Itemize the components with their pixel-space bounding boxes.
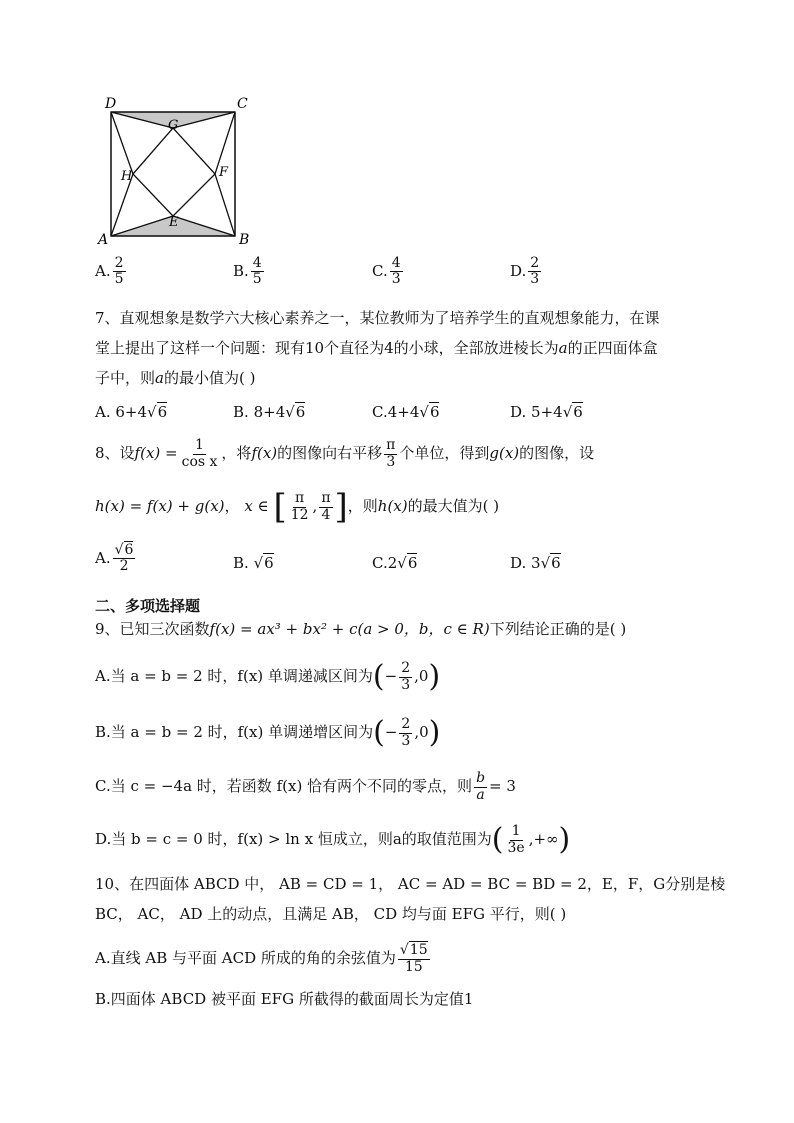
q9-text: 下列结论正确的是( )	[489, 620, 627, 638]
fraction	[398, 943, 430, 975]
q10-line-1	[95, 869, 725, 899]
fraction	[319, 491, 332, 523]
q8-line-2	[95, 486, 499, 526]
q10-text: 10、在四面体 ABCD 中， AB = CD = 1， AC = AD = BC = BD = 2，E，F，G分别是棱	[95, 875, 726, 893]
fraction	[390, 256, 403, 288]
option-prefix: B.	[233, 403, 249, 421]
fraction	[113, 256, 126, 288]
option-prefix: C.	[372, 403, 388, 421]
q7-text: 子中，则	[95, 369, 156, 387]
q7-option-a[interactable]: A. 6+4√6	[95, 403, 168, 421]
denominator: cos x	[181, 453, 218, 470]
denominator: 12	[290, 506, 309, 523]
q7-line-2	[95, 333, 658, 363]
q8-text: 个单位，得到	[399, 444, 490, 462]
q7-option-b[interactable]: B. 8+4√6	[233, 403, 306, 421]
interval-end: ,0	[414, 667, 429, 685]
q8-text: 的最大值为( )	[407, 497, 500, 515]
q7-line-1	[95, 303, 660, 333]
right-paren: )	[428, 715, 441, 750]
function-h: h(x)	[377, 497, 408, 515]
q8-text: ，将	[221, 444, 252, 462]
q6-option-d[interactable]	[510, 256, 543, 288]
q10-line-2	[95, 899, 566, 929]
q9-text: 9、已知三次函数	[95, 620, 210, 638]
fraction	[113, 543, 136, 575]
q7-text: 的正四面体盒	[567, 339, 658, 357]
comma: ,	[312, 497, 318, 515]
left-paren: (	[372, 659, 385, 694]
fraction	[399, 661, 412, 693]
denominator: 15	[404, 958, 423, 975]
q8-option-d[interactable]: D. 3√6	[510, 554, 561, 572]
equation-end: = 3	[489, 777, 516, 795]
q7-text: 的最小值为( )	[163, 369, 256, 387]
numerator: 2	[114, 255, 124, 271]
q9-stem	[95, 614, 626, 644]
denominator: 3	[391, 271, 401, 288]
denominator: 3	[401, 732, 411, 749]
label-B: B	[239, 232, 250, 248]
coefficient: 2	[387, 554, 398, 572]
left-bracket: [	[273, 487, 287, 527]
q8-option-c[interactable]: C.2√6	[372, 554, 418, 572]
option-text: B.当 a = b = 2 时，f(x) 单调递增区间为	[95, 723, 374, 741]
label-A: A	[98, 232, 109, 248]
denominator: 3e	[507, 839, 525, 856]
label-G: G	[168, 118, 179, 133]
numerator: π	[295, 490, 305, 507]
radicand: 6	[551, 554, 561, 572]
numerator: √15	[399, 942, 428, 959]
label-H: H	[121, 169, 133, 184]
numerator: √6	[114, 542, 134, 558]
numerator: 2	[530, 255, 540, 271]
numerator: b	[476, 770, 486, 787]
numerator: 4	[391, 255, 401, 271]
label-E: E	[169, 215, 179, 230]
option-prefix: A.	[95, 548, 111, 567]
square-figure	[95, 92, 265, 250]
fraction	[180, 438, 220, 470]
option-prefix: D.	[510, 261, 527, 280]
fraction	[528, 256, 541, 288]
numerator: 1	[511, 823, 521, 840]
numerator: 4	[252, 255, 262, 271]
function-g: g(x)	[489, 444, 520, 462]
option-text: B.四面体 ABCD 被平面 EFG 所截得的截面周长为定值1	[95, 990, 474, 1008]
right-paren: )	[428, 659, 441, 694]
interval-end: ,+∞	[528, 830, 559, 848]
radicand: 6	[407, 554, 418, 572]
q7-text: 7、直观想象是数学六大核心素养之一，某位教师为了培养学生的直观想象能力，在课	[95, 309, 660, 327]
q9-option-b[interactable]	[95, 713, 440, 751]
right-bracket: ]	[334, 487, 348, 527]
q9-option-d[interactable]	[95, 820, 570, 858]
minus-sign: −	[384, 723, 398, 741]
function-f: f(x)	[251, 444, 278, 462]
option-prefix: A.	[95, 403, 111, 421]
option-value: 5+4	[531, 403, 563, 421]
denominator: 5	[114, 271, 124, 288]
fraction	[384, 438, 397, 470]
fraction	[251, 256, 264, 288]
option-text: C.当 c = −4a 时，若函数 f(x) 恰有两个不同的零点，则	[95, 777, 473, 795]
left-paren: (	[373, 715, 385, 750]
right-paren: )	[558, 822, 571, 857]
minus-sign: −	[384, 667, 398, 685]
q7-text: 堂上提出了这样一个问题：现有10个直径为4的小球，全部放进棱长为	[95, 339, 559, 357]
q8-option-b[interactable]: B. √6	[233, 554, 274, 572]
radicand: 6	[124, 542, 134, 558]
option-value: 4+4	[387, 403, 420, 421]
q10-text: BC， AC， AD 上的动点，且满足 AB， CD 均与面 EFG 平行，则( )	[95, 905, 567, 923]
label-D: D	[105, 96, 117, 112]
radicand: 6	[157, 403, 168, 421]
label-F: F	[219, 165, 229, 180]
q8-text: 的图像，设	[519, 444, 595, 462]
numerator: π	[321, 490, 331, 507]
q9-option-c[interactable]	[95, 767, 516, 805]
q7-option-c[interactable]: C.4+4√6	[372, 403, 440, 421]
q8-text: ，则	[347, 497, 378, 515]
separator: ，	[224, 497, 240, 515]
option-prefix: C.	[372, 261, 388, 280]
denominator: 5	[252, 271, 262, 288]
variable-a: a	[155, 369, 164, 387]
q10-option-b[interactable]	[95, 984, 473, 1014]
fraction	[506, 824, 527, 856]
radicand: 6	[264, 554, 274, 572]
radicand: 6	[429, 403, 440, 421]
function-f-def: f(x) =	[134, 444, 178, 462]
coefficient: 3	[531, 554, 541, 572]
q10-option-a[interactable]	[95, 938, 432, 978]
domain-x: x ∈	[244, 497, 269, 515]
interval-end: ,0	[414, 723, 429, 741]
denominator: 4	[321, 506, 331, 523]
denominator: 3	[530, 271, 540, 288]
option-value: 6+4	[115, 403, 148, 421]
q8-text: 的图像向右平移	[277, 444, 383, 462]
option-prefix: D.	[510, 403, 527, 421]
q7-option-d[interactable]: D. 5+4√6	[510, 403, 583, 421]
q7-line-3	[95, 363, 255, 393]
fraction	[289, 491, 311, 523]
numerator: 2	[401, 716, 411, 733]
option-prefix: D.	[510, 554, 527, 572]
denominator: 2	[119, 558, 129, 575]
q8-line-1	[95, 434, 594, 472]
denominator: 3	[386, 453, 396, 470]
option-prefix: B.	[233, 261, 249, 280]
q8-text: 8、设	[95, 444, 135, 462]
option-text: A.当 a = b = 2 时，f(x) 单调递减区间为	[95, 667, 373, 685]
q6-option-a[interactable]	[95, 256, 128, 288]
denominator: a	[476, 786, 485, 803]
option-text: A.直线 AB 与平面 ACD 所成的角的余弦值为	[95, 949, 396, 967]
section-title: 二、多项选择题	[95, 597, 201, 615]
q6-option-c[interactable]	[372, 256, 405, 288]
numerator: π	[386, 437, 396, 454]
q9-option-a[interactable]	[95, 657, 440, 695]
function-h-def: h(x) = f(x) + g(x)	[95, 497, 225, 515]
numerator: 1	[195, 437, 204, 454]
radicand: 6	[573, 403, 583, 421]
denominator: 3	[401, 676, 411, 693]
option-text: D.当 b = c = 0 时，f(x) > ln x 恒成立，则a的取值范围为	[95, 830, 492, 848]
left-paren: (	[491, 822, 504, 857]
variable-a: a	[558, 339, 568, 357]
numerator: 2	[401, 660, 411, 677]
option-prefix: C.	[372, 554, 388, 572]
fraction	[474, 771, 487, 803]
cubic-function: f(x) = ax³ + bx² + c(a > 0，b，c ∈ R)	[209, 620, 490, 638]
option-prefix: B.	[233, 554, 249, 572]
q8-option-a[interactable]	[95, 543, 137, 575]
q6-option-b[interactable]	[233, 256, 266, 288]
fraction	[399, 717, 412, 749]
radicand: 6	[295, 403, 306, 421]
radicand: 15	[409, 942, 428, 959]
option-value: 8+4	[253, 403, 286, 421]
label-C: C	[237, 96, 248, 112]
option-prefix: A.	[95, 261, 111, 280]
